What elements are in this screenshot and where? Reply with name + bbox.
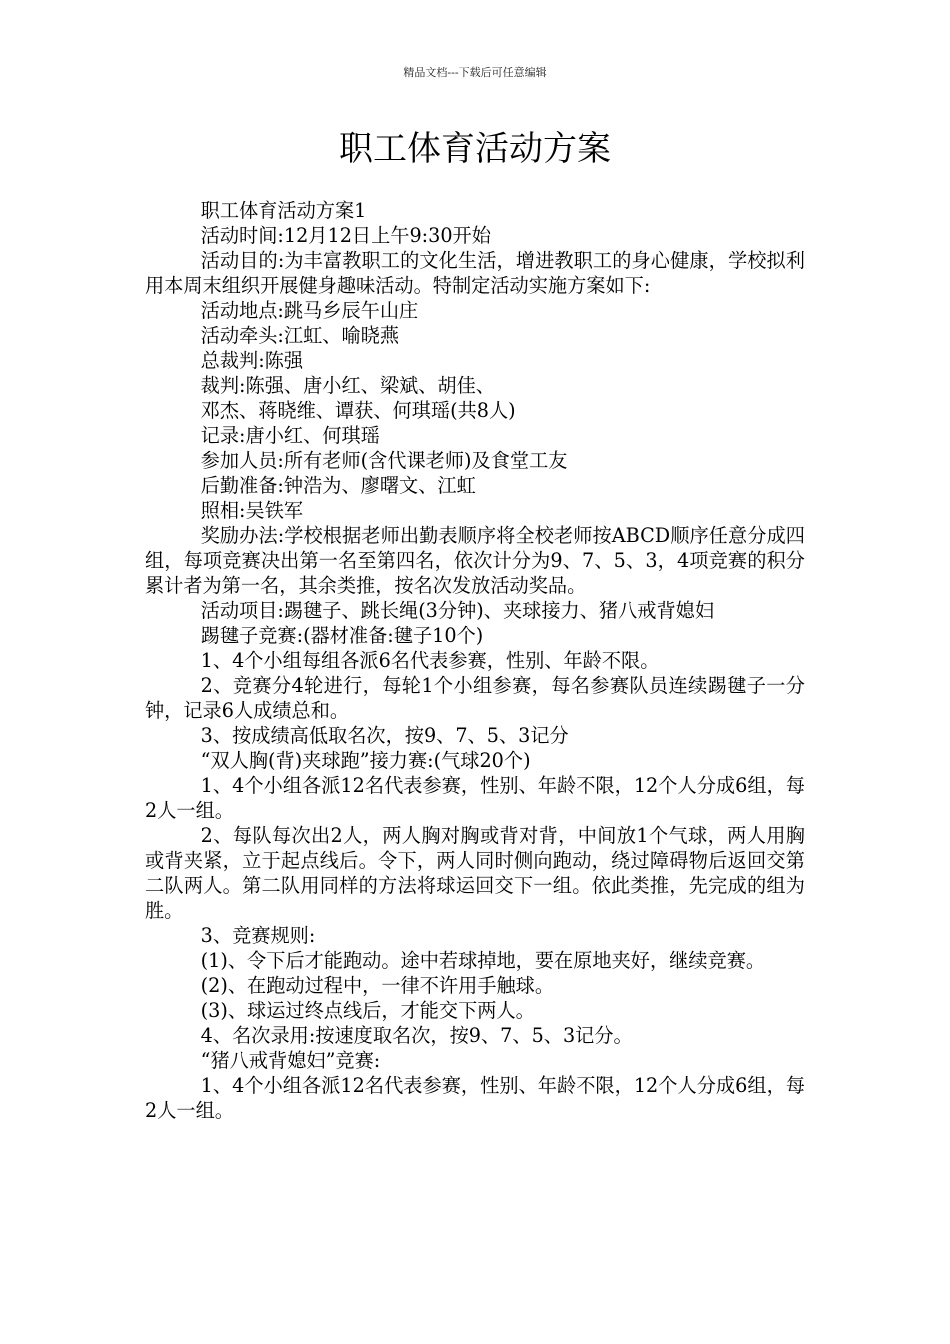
paragraph-ball-relay-heading: “双人胸(背)夹球跑”接力赛:(气球20个)	[200, 749, 531, 772]
paragraph-activity-time: 活动时间:12月12日上午9:30开始	[200, 224, 491, 247]
paragraph-participants: 参加人员:所有老师(含代课老师)及食堂工友	[200, 449, 568, 472]
paragraph-chief-referee: 总裁判:陈强	[200, 349, 304, 372]
paragraph-activity-items: 活动项目:踢毽子、跳长绳(3分钟)、夹球接力、猪八戒背媳妇	[200, 599, 715, 622]
paragraph-piggyback-heading: “猪八戒背媳妇”竞赛:	[200, 1049, 381, 1072]
paragraph-ball-relay-subrule-3: (3)、球运过终点线后，才能交下两人。	[200, 999, 535, 1022]
paragraph-reward-method: 奖励办法:学校根据老师出勤表顺序将全校老师按ABCD顺序任意分成四组，每项竞赛决出第一名至第四名，依次计分为9、7、5、3，4项竞赛的积分累计者为第一名，其余类推，按名次发放活动奖品。	[145, 524, 805, 597]
paragraph-ball-relay-subrule-2: (2)、在跑动过程中，一律不许用手触球。	[200, 974, 555, 997]
paragraph-shuttlecock-rule-3: 3、按成绩高低取名次，按9、7、5、3记分	[200, 724, 569, 747]
paragraph-shuttlecock-rule-1: 1、4个小组每组各派6名代表参赛，性别、年龄不限。	[200, 649, 660, 672]
paragraph-recorders: 记录:唐小红、何琪瑶	[200, 424, 380, 447]
paragraph-activity-location: 活动地点:跳马乡辰午山庄	[200, 299, 419, 322]
document-title: 职工体育活动方案	[339, 129, 611, 169]
paragraph-activity-lead: 活动牵头:江虹、喻晓燕	[200, 324, 400, 347]
page-header-note: 精品文档---下载后可任意编辑	[403, 66, 547, 79]
paragraph-ball-relay-rule-1: 1、4个小组各派12名代表参赛，性别、年龄不限，12个人分成6组，每2人一组。	[145, 774, 805, 822]
paragraph-shuttlecock-heading: 踢毽子竞赛:(器材准备:毽子10个)	[200, 624, 484, 647]
paragraph-logistics: 后勤准备:钟浩为、廖曙文、江虹	[200, 474, 476, 497]
paragraph-activity-purpose: 活动目的:为丰富教职工的文化生活，增进教职工的身心健康，学校拟利用本周末组织开展健身趣味活动。特制定活动实施方案如下:	[145, 249, 805, 297]
paragraph-ball-relay-rule-2: 2、每队每次出2人，两人胸对胸或背对背，中间放1个气球，两人用胸或背夹紧，立于起点线后。令下，两人同时侧向跑动，绕过障碍物后返回交第二队两人。第二队用同样的方法将球运回交下一组。依此类推，先完成的组为胜。	[145, 824, 805, 922]
paragraph-ball-relay-rule-3: 3、竞赛规则:	[200, 924, 316, 947]
paragraph-ball-relay-ranking: 4、名次录用:按速度取名次，按9、7、5、3记分。	[200, 1024, 633, 1047]
paragraph-piggyback-rule-1: 1、4个小组各派12名代表参赛，性别、年龄不限，12个人分成6组，每2人一组。	[145, 1074, 805, 1122]
paragraph-ball-relay-subrule-1: (1)、令下后才能跑动。途中若球掉地，要在原地夹好，继续竞赛。	[200, 949, 766, 972]
paragraph-referees: 裁判:陈强、唐小红、梁斌、胡佳、	[200, 374, 495, 397]
paragraph-photographer: 照相:吴铁军	[200, 499, 304, 522]
paragraph-shuttlecock-rule-2: 2、竞赛分4轮进行，每轮1个小组参赛，每名参赛队员连续踢毽子一分钟，记录6人成绩总和。	[145, 674, 805, 722]
document-body	[145, 198, 805, 1123]
paragraph-plan-1-heading: 职工体育活动方案1	[200, 199, 367, 222]
paragraph-referees-continued: 邓杰、蒋晓维、谭获、何琪瑶(共8人)	[200, 399, 516, 422]
